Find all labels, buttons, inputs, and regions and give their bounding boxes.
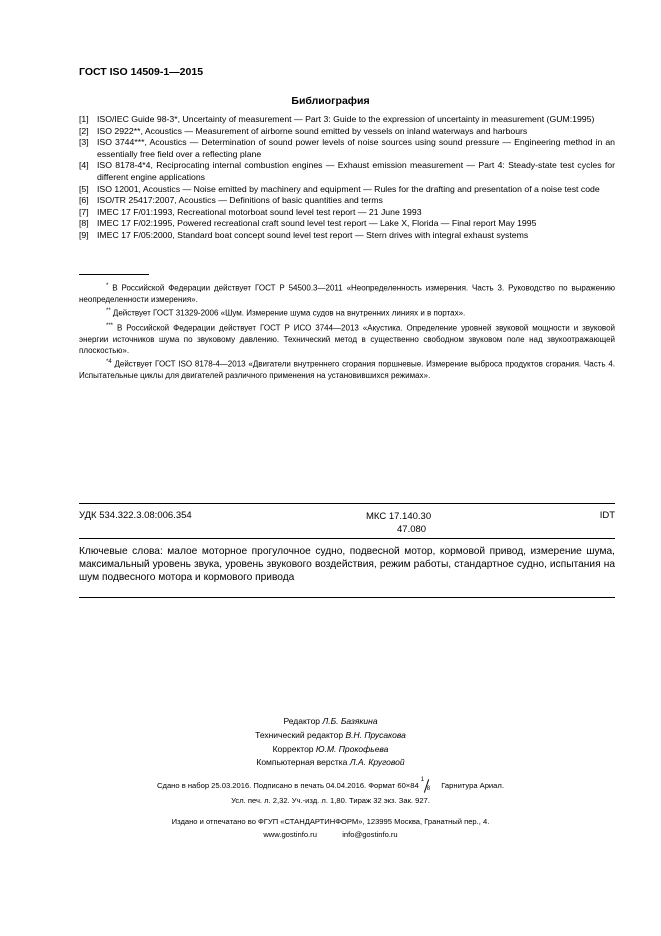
bibliography-item xyxy=(79,114,615,126)
bibliography-list xyxy=(79,114,615,242)
format-fraction xyxy=(420,777,433,792)
bibliography-item-text: IMEC 17 F/02:1995, Powered recreational craft sound level test report — Lake X, Florida — Final report May 1995 xyxy=(97,218,537,229)
bibliography-item-number: [1] xyxy=(79,114,89,124)
bibliography-item xyxy=(79,137,615,160)
credit-name: Л.А. Круговой xyxy=(349,757,405,767)
footnote-text: Действует ГОСТ ISO 8178-4—2013 «Двигатели внутреннего сгорания поршневые. Измерение выброса продуктов сгорания. Часть 4. Испытательные циклы для двигателей различного применения на установившихся режимах». xyxy=(79,360,615,381)
bibliography-item xyxy=(79,184,615,196)
idt-label: IDT xyxy=(599,510,615,521)
bibliography-item-text: ISO 8178-4*4, Reciprocating internal combustion engines — Exhaust emission measurement — Part 4: Steady-state test cycles for different engine applications xyxy=(97,160,615,182)
bibliography-item-number: [8] xyxy=(79,218,89,229)
bibliography-item-number: [9] xyxy=(79,229,89,240)
credit-role: Технический редактор xyxy=(255,730,344,740)
imprint-publisher: Издано и отпечатано во ФГУП «СТАНДАРТИНФОРМ», 123995 Москва, Гранатный пер., 4. xyxy=(171,817,490,826)
footnote xyxy=(79,357,615,381)
footnote-mark: *4 xyxy=(106,359,112,366)
credit-editor xyxy=(0,715,661,727)
footnote xyxy=(79,281,615,305)
udk-code: УДК 534.322.3.08:006.354 xyxy=(79,510,192,521)
bibliography-item-text: ISO 12001, Acoustics — Noise emitted by machinery and equipment — Rules for the drafting and presentation of a noise test code xyxy=(97,183,600,194)
bibliography-item-text: ISO/IEC Guide 98-3*, Uncertainty of measurement — Part 3: Guide to the expression of uncertainty in measurement (GUM:1995) xyxy=(97,114,595,124)
bibliography-title: Библиография xyxy=(291,95,370,107)
credit-role: Корректор xyxy=(272,744,314,754)
footnote-mark: *** xyxy=(106,322,114,329)
bibliography-item-number: [4] xyxy=(79,160,89,171)
keywords-rule xyxy=(79,597,615,598)
credit-name: В.Н. Прусакова xyxy=(345,730,406,740)
bibliography-item-number: [3] xyxy=(79,137,89,148)
keywords-paragraph: Ключевые слова: малое моторное прогулочное судно, подвесной мотор, кормовой привод, измерение шума, максимальный уровень звука, уровень звукового воздействия, режим работы, стандартное судно, испытания на шум подвесного мотора и кормового привода xyxy=(79,546,615,584)
bibliography-item xyxy=(79,218,615,230)
format-fraction-denominator: 8 xyxy=(426,786,431,792)
imprint-print-data xyxy=(0,777,661,792)
bibliography-item-number: [7] xyxy=(79,206,89,217)
bibliography-item xyxy=(79,207,615,219)
mks-code-secondary: 47.080 xyxy=(397,524,427,535)
footnote-text: Действует ГОСТ 31329-2006 «Шум. Измерение шума судов на внутренних линиях и в портах». xyxy=(112,309,466,319)
imprint-typeface: Гарнитура Ариал. xyxy=(441,781,504,790)
publisher-website[interactable]: www.gostinfo.ru xyxy=(263,830,317,839)
bibliography-item xyxy=(79,230,615,242)
credit-technical-editor xyxy=(0,729,661,741)
imprint-volume: Усл. печ. л. 2,32. Уч.-изд. л. 1,80. Тираж 32 экз. Зак. 927. xyxy=(231,796,430,805)
footnote xyxy=(79,306,615,319)
bibliography-item xyxy=(79,126,615,138)
bibliography-item-number: [6] xyxy=(79,195,89,206)
bibliography-item-text: IMEC 17 F/05:2000, Standard boat concept sound level test report — Stern drives with integral exhaust systems xyxy=(97,229,529,240)
bibliography-item-text: ISO/TR 25417:2007, Acoustics — Definitions of basic quantities and terms xyxy=(97,195,383,206)
classification-rule-bottom xyxy=(79,538,615,539)
bibliography-item-text: ISO 3744***, Acoustics — Determination of sound power levels of noise sources using sound pressure — Engineering method in an essentially free field over a reflecting plane xyxy=(97,137,615,159)
footnote-text: В Российской Федерации действует ГОСТ Р 54500.3—2011 «Неопределенность измерения. Часть 3. Руководство по выражению неопределенности измерения». xyxy=(79,283,615,305)
credit-role: Компьютерная верстка xyxy=(256,757,348,767)
credit-name: Ю.М. Прокофьева xyxy=(315,744,389,754)
mks-code-primary: МКС 17.140.30 xyxy=(366,511,432,522)
bibliography-item xyxy=(79,160,615,183)
imprint-contacts xyxy=(0,830,661,839)
credit-role: Редактор xyxy=(283,716,321,726)
format-fraction-numerator: 1 xyxy=(420,777,425,783)
imprint-dates-format: Сдано в набор 25.03.2016. Подписано в печать 04.04.2016. Формат 60×84 xyxy=(157,781,419,790)
bibliography-item xyxy=(79,195,615,207)
bibliography-item-text: ISO 2922**, Acoustics — Measurement of airborne sound emitted by vessels on inland waterways and harbours xyxy=(97,125,528,136)
mks-code xyxy=(366,510,431,536)
footnote-divider xyxy=(79,274,149,275)
bibliography-item-text: IMEC 17 F/01:1993, Recreational motorboat sound level test report — 21 June 1993 xyxy=(97,206,422,217)
footnote xyxy=(79,321,615,357)
publisher-email[interactable]: info@gostinfo.ru xyxy=(342,830,398,839)
credit-layout xyxy=(0,756,661,768)
bibliography-item-number: [5] xyxy=(79,183,89,194)
footnote-mark: * xyxy=(106,283,109,289)
document-header: ГОСТ ISO 14509-1—2015 xyxy=(79,66,204,78)
footnotes xyxy=(79,281,615,383)
footnote-text: В Российской Федерации действует ГОСТ Р ИСО 3744—2013 «Акустика. Определение уровней звуковой мощности и звуковой энергии источников шума по звуковому давлению. Технический метод в существенно свободном звуковом поле над звукоотражающей плоскостью». xyxy=(79,323,615,355)
footnote-mark: ** xyxy=(106,308,111,315)
credit-proofreader xyxy=(0,743,661,755)
classification-rule-top xyxy=(79,503,615,504)
bibliography-item-number: [2] xyxy=(79,125,89,136)
credit-name: Л.Б. Базякина xyxy=(322,716,378,726)
